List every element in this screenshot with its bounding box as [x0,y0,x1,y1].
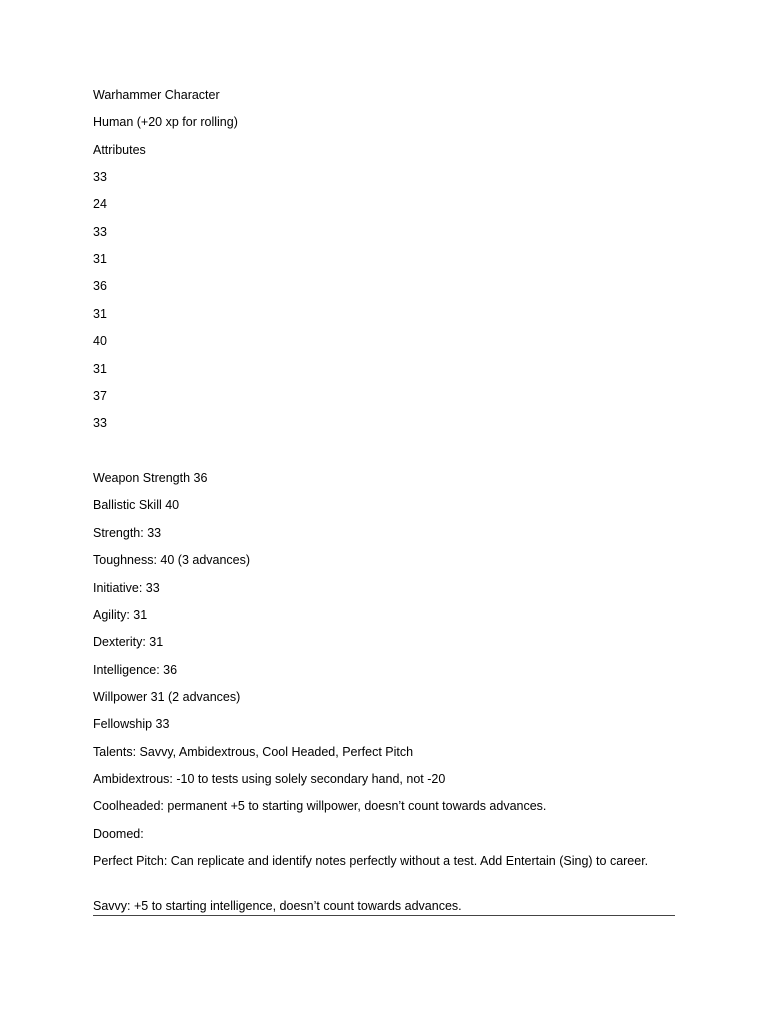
roll-value: 36 [93,279,107,293]
stat-line: Strength: 33 [93,526,162,540]
stat-line: Fellowship 33 [93,717,170,731]
talents-line: Talents: Savvy, Ambidextrous, Cool Headed, Perfect Pitch [93,745,414,759]
roll-value: 40 [93,334,107,348]
talent-note: Ambidextrous: -10 to tests using solely secondary hand, not -20 [93,772,446,786]
stat-line: Willpower 31 (2 advances) [93,690,241,704]
attributes-heading: Attributes [93,143,146,157]
talent-note: Perfect Pitch: Can replicate and identify notes perfectly without a test. Add Entertain (Sing) to career. [93,854,649,868]
stat-line: Intelligence: 36 [93,663,178,677]
talent-note: Doomed: [93,827,144,841]
roll-value: 31 [93,307,107,321]
talent-note: Savvy: +5 to starting intelligence, doesn’t count towards advances. [93,899,462,913]
roll-value: 33 [93,416,107,430]
roll-value: 37 [93,389,107,403]
stat-line: Toughness: 40 (3 advances) [93,553,251,567]
roll-value: 31 [93,252,107,266]
document-title: Warhammer Character [93,88,220,102]
stat-line: Weapon Strength 36 [93,471,208,485]
talent-note: Coolheaded: permanent +5 to starting willpower, doesn’t count towards advances. [93,799,547,813]
roll-value: 24 [93,197,107,211]
stat-line: Agility: 31 [93,608,148,622]
stat-line: Ballistic Skill 40 [93,498,180,512]
race-line: Human (+20 xp for rolling) [93,115,238,129]
roll-value: 33 [93,225,107,239]
roll-value: 33 [93,170,107,184]
roll-value: 31 [93,362,107,376]
divider-line [93,915,675,916]
stat-line: Initiative: 33 [93,581,160,595]
stat-line: Dexterity: 31 [93,635,164,649]
